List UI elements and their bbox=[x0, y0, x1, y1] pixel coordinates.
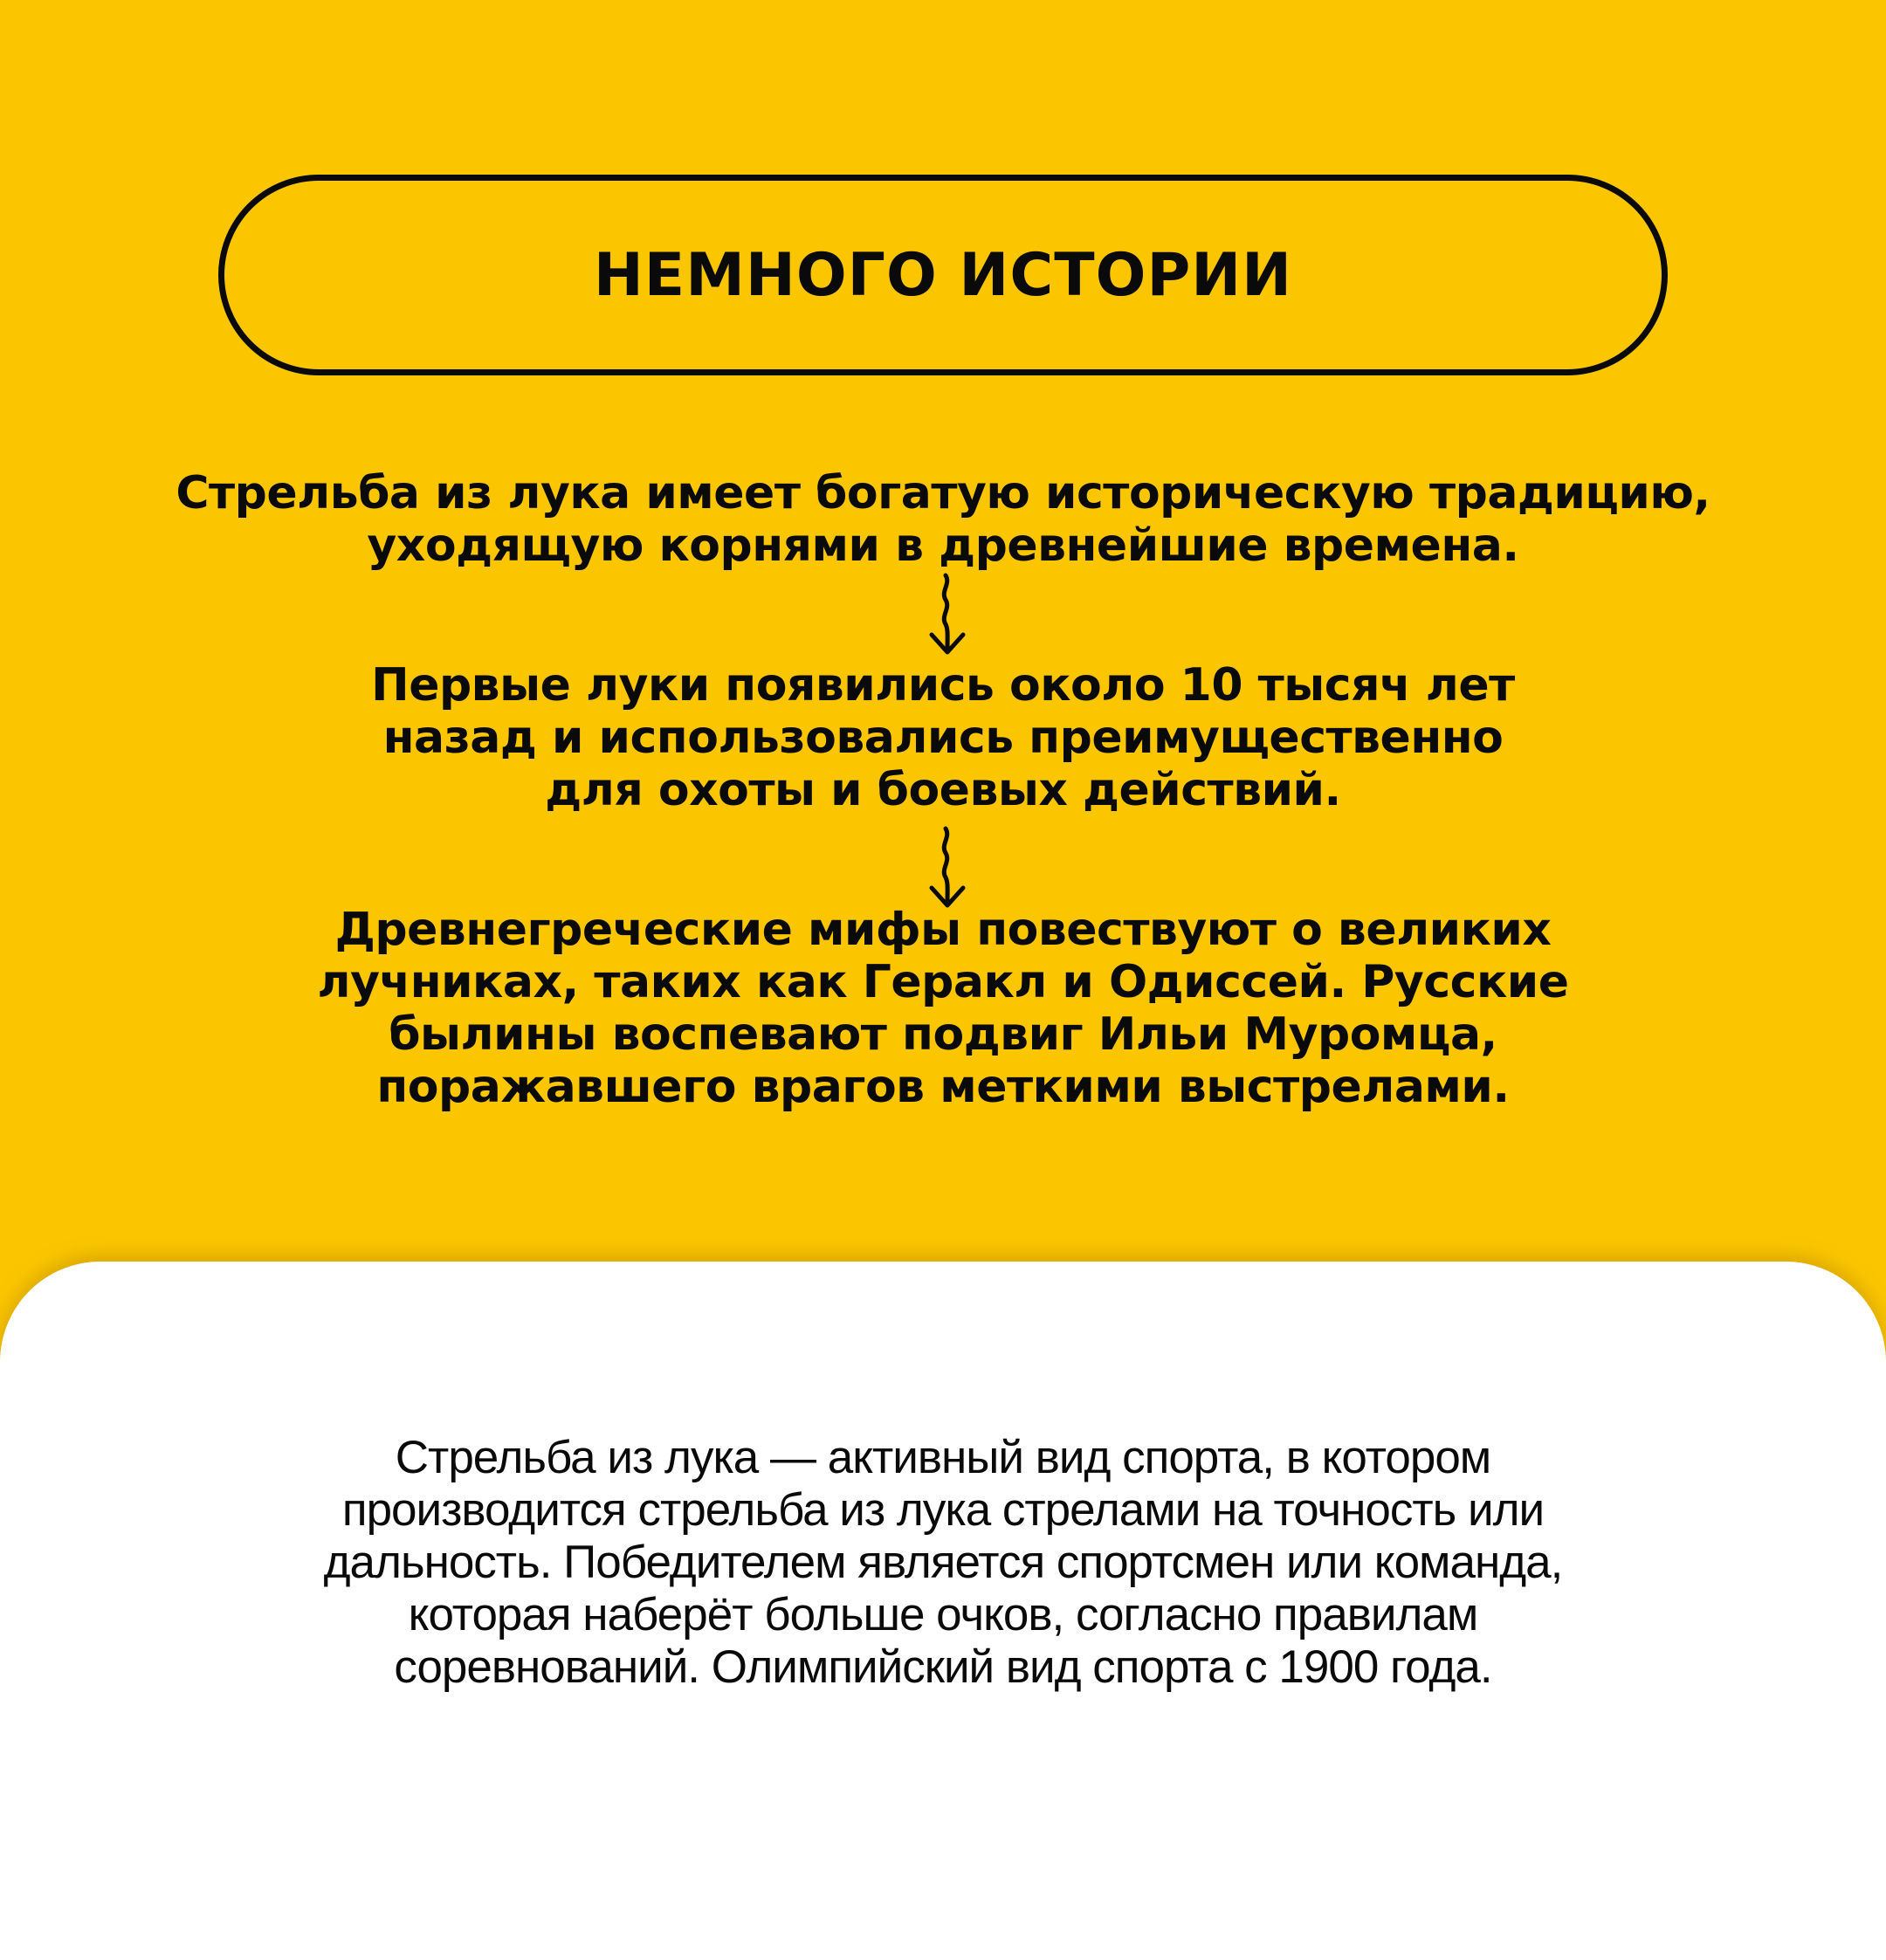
paragraph-line: Стрельба из лука имеет богатую историческую традицию, bbox=[176, 467, 1710, 519]
section-title-pill bbox=[218, 175, 1668, 375]
definition-text bbox=[0, 1432, 1886, 1694]
paragraph-line: уходящую корнями в древнейшие времена. bbox=[367, 519, 1519, 572]
paragraph-line: назад и использовались преимущественно bbox=[382, 712, 1504, 764]
paragraph-line: Древнегреческие мифы повествуют о великих bbox=[334, 904, 1552, 956]
section-title: НЕМНОГО ИСТОРИИ bbox=[593, 240, 1293, 310]
paragraph-line: поражавшего врагов меткими выстрелами. bbox=[376, 1061, 1510, 1113]
definition-line: дальность. Победителем является спортсмен или команда, bbox=[323, 1537, 1563, 1588]
history-paragraph-1 bbox=[0, 467, 1886, 572]
wavy-arrow-down-icon bbox=[921, 825, 974, 912]
history-paragraph-2 bbox=[0, 659, 1886, 816]
definition-line: Стрельба из лука — активный вид спорта, в котором bbox=[395, 1432, 1491, 1483]
definition-line: соревнований. Олимпийский вид спорта с 1900 года. bbox=[394, 1641, 1492, 1693]
definition-line: производится стрельба из лука стрелами на точность или bbox=[341, 1484, 1545, 1536]
paragraph-line: лучниках, таких как Геракл и Одиссей. Русские bbox=[317, 956, 1569, 1008]
paragraph-line: Первые луки появились около 10 тысяч лет bbox=[371, 659, 1515, 712]
history-paragraph-3 bbox=[0, 904, 1886, 1113]
paragraph-line: для охоты и боевых действий. bbox=[545, 764, 1341, 816]
definition-line: которая наберёт больше очков, согласно правилам bbox=[408, 1589, 1478, 1640]
paragraph-line: былины воспевают подвиг Ильи Муромца, bbox=[389, 1008, 1497, 1061]
wavy-arrow-down-icon bbox=[921, 572, 974, 659]
